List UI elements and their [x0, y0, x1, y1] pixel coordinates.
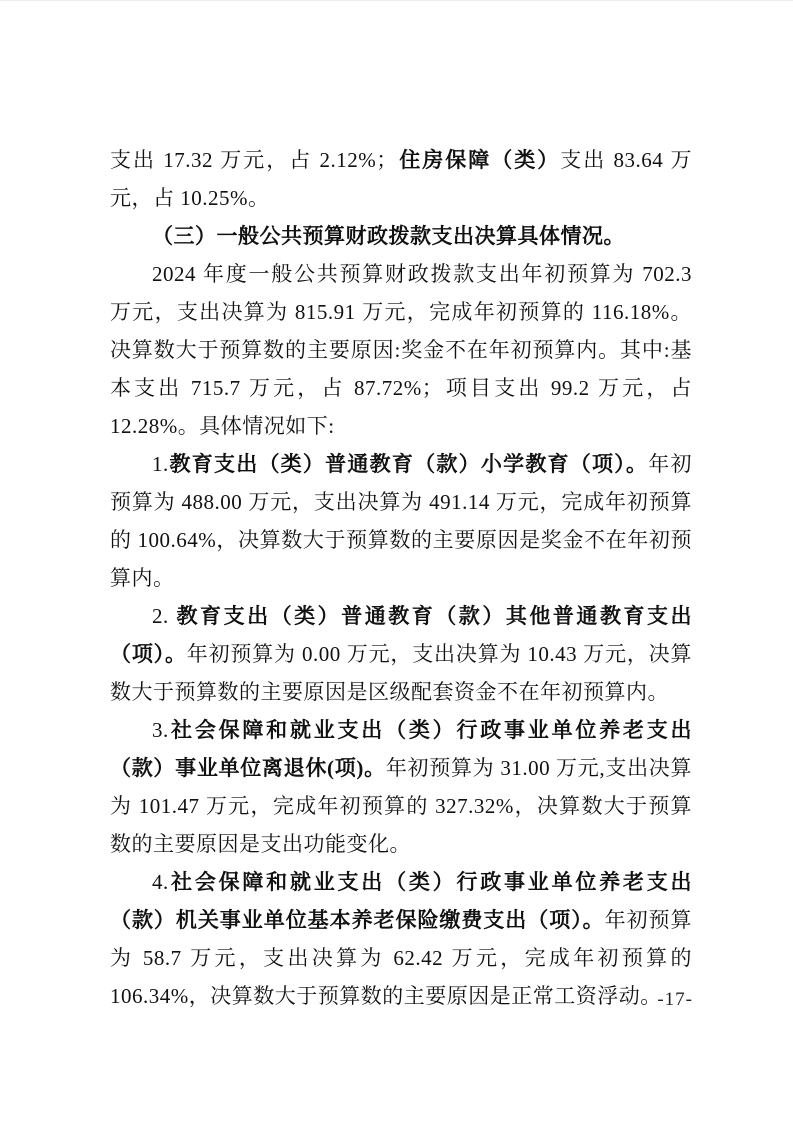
- paragraph: [110, 445, 692, 597]
- text-run: 2024 年度一般公共预算财政拨款支出年初预算为 702.3 万元，支出决算为 815.91 万元，完成年初预算的 116.18%。决算数大于预算数的主要原因:奖金不在年初预算内。其中:基本支出 715.7 万元，占 87.72%；项目支出 99.2 万元，占 12.28%。具体情况如下:: [110, 262, 692, 438]
- text-run: 住房保障（类）: [397, 148, 561, 172]
- text-run: 年初预算为 488.00 万元，支出决算为 491.14 万元，完成年初预算的 100.64%，决算数大于预算数的主要原因是奖金不在年初预算内。: [110, 452, 693, 590]
- text-run: 4.: [152, 870, 169, 894]
- paragraph: [110, 217, 692, 255]
- text-run: 教育支出（类）普通教育（款）其他普通教育支出（项）。: [110, 604, 693, 666]
- document-body: [110, 141, 692, 1015]
- page-number: -17-: [657, 989, 693, 1010]
- text-run: 1.: [152, 452, 169, 476]
- text-run: 支出 83.64 万元，占 10.25%。: [110, 148, 692, 210]
- paragraph: [110, 141, 692, 217]
- text-run: 社会保障和就业支出（类）行政事业单位养老支出（款）机关事业单位基本养老保险缴费支出（项）。: [110, 870, 692, 932]
- text-run: 年初预算为 31.00 万元,支出决算为 101.47 万元，完成年初预算的 327.32%，决算数大于预算数的主要原因是支出功能变化。: [110, 756, 692, 856]
- text-run: 3.: [152, 718, 169, 742]
- paragraph: [110, 597, 692, 711]
- paragraph: [110, 863, 692, 1015]
- text-run: 支出 17.32 万元，占 2.12%；: [110, 148, 398, 172]
- paragraph: [110, 255, 692, 445]
- text-run: 教育支出（类）普通教育（款）小学教育（项）。: [168, 452, 649, 476]
- text-run: 年初预算为 58.7 万元，支出决算为 62.42 万元，完成年初预算的 106.34%，决算数大于预算数的主要原因是正常工资浮动。: [110, 908, 693, 1008]
- text-run: （三）一般公共预算财政拨款支出决算具体情况。: [152, 224, 625, 248]
- text-run: 2.: [152, 604, 177, 628]
- text-run: 社会保障和就业支出（类）行政事业单位养老支出（款）事业单位离退休(项)。: [110, 718, 692, 780]
- text-run: 年初预算为 0.00 万元，支出决算为 10.43 万元，决算数大于预算数的主要原因是区级配套资金不在年初预算内。: [110, 642, 692, 704]
- paragraph: [110, 711, 692, 863]
